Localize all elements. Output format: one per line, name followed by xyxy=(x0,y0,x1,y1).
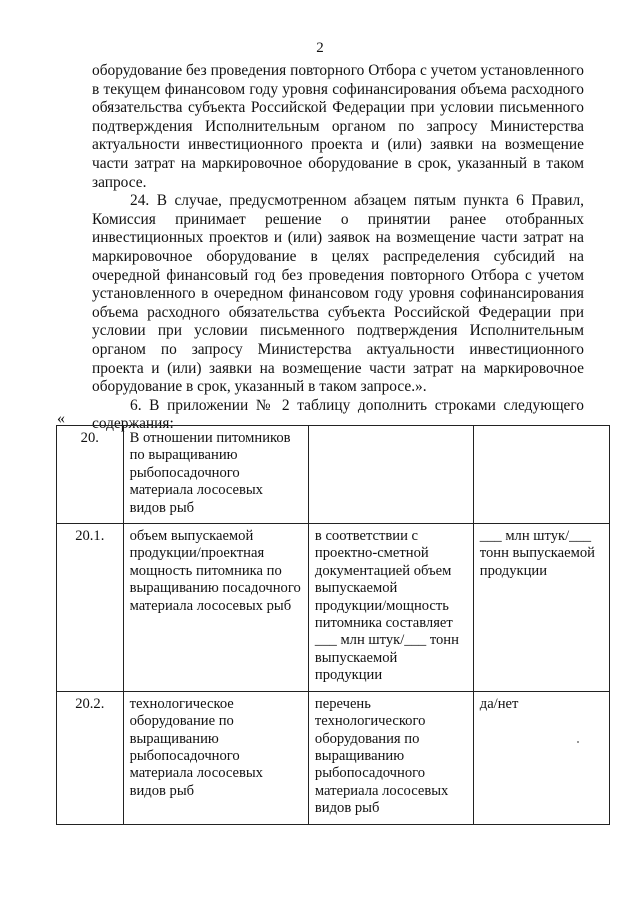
row-number: 20.2. xyxy=(57,691,124,824)
table-row xyxy=(57,691,610,824)
row-description: перечень технологического оборудования по выращиванию рыбопосадочного материала лососевых видов рыб xyxy=(308,691,473,824)
table-row xyxy=(57,524,610,692)
row-description: в соответствии с проектно-сметной документацией объем выпускаемой продукции/мощность питомника составляет ___ млн штук/___ тонн выпускаемой продукции xyxy=(308,524,473,692)
paragraph-item-24: 24. В случае, предусмотренном абзацем пятым пункта 6 Правил, Комиссия принимает решение о принятии ранее отобранных инвестиционных проектов и (или) заявок на возмещение части затрат на маркировочное оборудование в целях распределения субсидий на очередной финансовый год без проведения повторного Отбора с учетом установленного в очередном финансовом году уровня софинансирования объема расходного обязательства субъекта Российской Федерации при условии при условии письменного подтверждения Исполнительным органом по запросу Министерства актуальности инвестиционного проекта и (или) заявки на возмещение части затрат на маркировочное оборудование в срок, указанный в таком запросе.». xyxy=(92,192,584,396)
row-number: 20.1. xyxy=(57,524,124,692)
row-name: В отношении питомников по выращиванию рыбопосадочного материала лососевых видов рыб xyxy=(123,426,308,524)
row-unit xyxy=(473,426,609,524)
opening-quote-mark: « xyxy=(57,410,65,427)
table-row xyxy=(57,426,610,524)
row-unit: ___ млн штук/___ тонн выпускаемой продукции xyxy=(473,524,609,692)
scan-speck xyxy=(577,741,579,743)
paragraph-item-6: 6. В приложении № 2 таблицу дополнить строками следующего содержания: xyxy=(92,396,584,433)
body-text xyxy=(92,62,584,434)
paragraph-continuation: оборудование без проведения повторного Отбора с учетом установленного в текущем финансовом году уровня софинансирования объема расходного обязательства субъекта Российской Федерации при условии письменного подтверждения Исполнительным органом по запросу Министерства актуальности инвестиционного проекта и (или) заявки на возмещение части затрат на маркировочное оборудование в срок, указанный в таком запросе. xyxy=(92,62,584,191)
appendix-table xyxy=(56,425,610,825)
row-name: объем выпускаемой продукции/проектная мощность питомника по выращиванию посадочного материала лососевых рыб xyxy=(123,524,308,692)
row-name: технологическое оборудование по выращиванию рыбопосадочного материала лососевых видов рыб xyxy=(123,691,308,824)
row-description xyxy=(308,426,473,524)
row-number: 20. xyxy=(57,426,124,524)
row-unit: да/нет xyxy=(473,691,609,824)
page-number: 2 xyxy=(316,40,324,56)
